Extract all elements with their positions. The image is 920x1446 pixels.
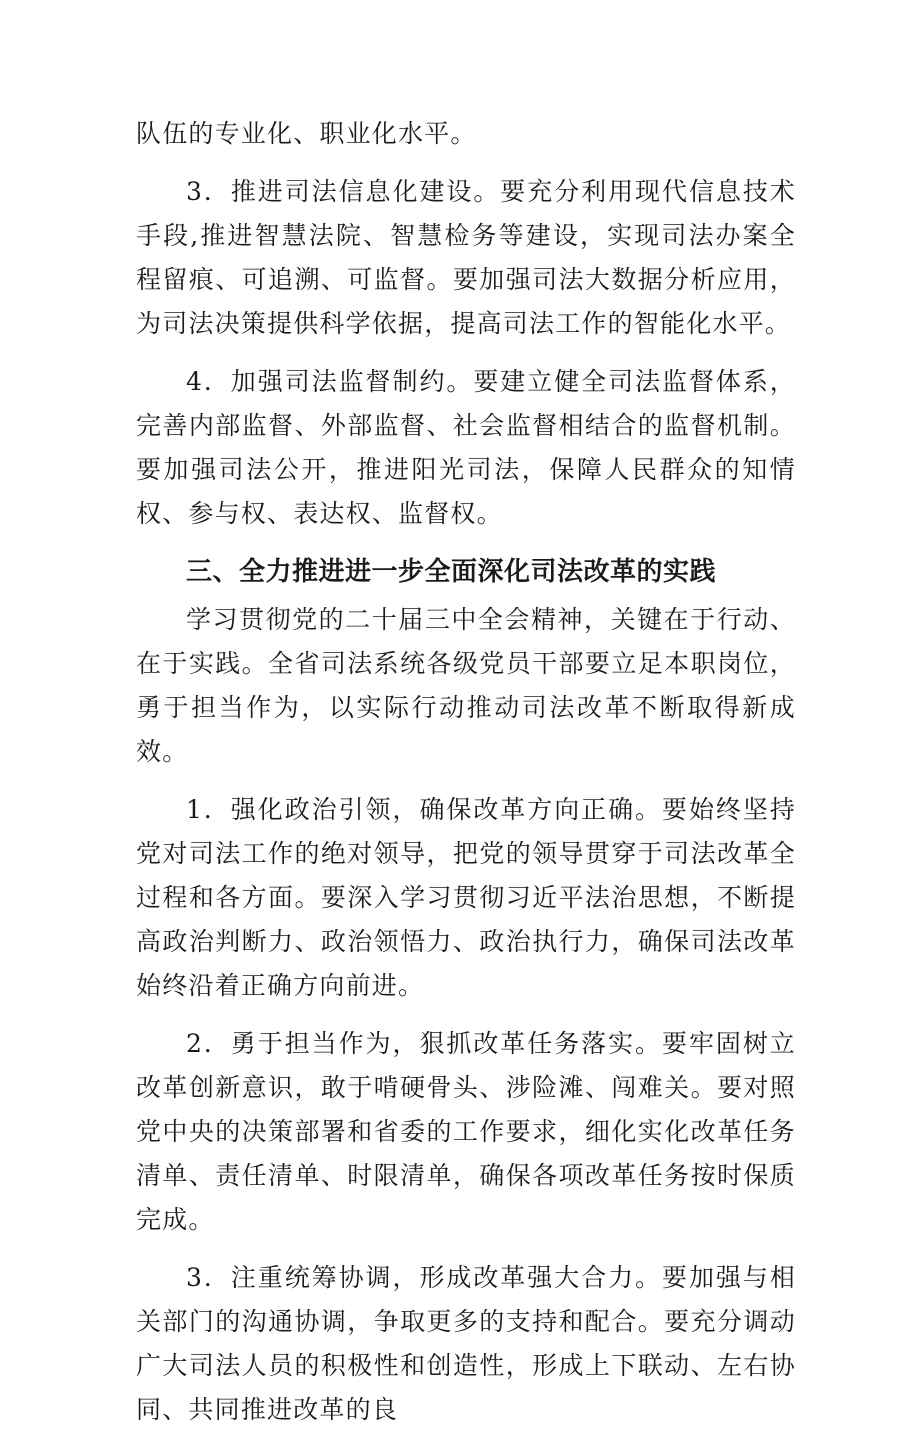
paragraph-section-intro: 学习贯彻党的二十届三中全会精神，关键在于行动、在于实践。全省司法系统各级党员干部要立足本职岗位，勇于担当作为，以实际行动推动司法改革不断取得新成效。	[136, 605, 796, 766]
paragraph-section-item-2: 2．勇于担当作为，狠抓改革任务落实。要牢固树立改革创新意识，敢于啃硬骨头、涉险滩、闯难关。要对照党中央的决策部署和省委的工作要求，细化实化改革任务清单、责任清单、时限清单，确保各项改革任务按时保质完成。	[136, 1029, 796, 1234]
paragraph-continuation: 队伍的专业化、职业化水平。	[136, 119, 477, 148]
paragraph-section-item-1: 1．强化政治引领，确保改革方向正确。要始终坚持党对司法工作的绝对领导，把党的领导贯穿于司法改革全过程和各方面。要深入学习贯彻习近平法治思想，不断提高政治判断力、政治领悟力、政治执行力，确保司法改革始终沿着正确方向前进。	[136, 795, 796, 1000]
paragraph-item-3-informatization: 3．推进司法信息化建设。要充分利用现代信息技术手段,推进智慧法院、智慧检务等建设，实现司法办案全程留痕、可追溯、可监督。要加强司法大数据分析应用，为司法决策提供科学依据，提高司法工作的智能化水平。	[136, 177, 796, 338]
paragraph-section-item-3: 3．注重统筹协调，形成改革强大合力。要加强与相关部门的沟通协调，争取更多的支持和配合。要充分调动广大司法人员的积极性和创造性，形成上下联动、左右协同、共同推进改革的良	[136, 1263, 796, 1424]
paragraph-item-4-supervision: 4．加强司法监督制约。要建立健全司法监督体系，完善内部监督、外部监督、社会监督相结合的监督机制。要加强司法公开，推进阳光司法，保障人民群众的知情权、参与权、表达权、监督权。	[136, 367, 796, 528]
section-heading: 三、全力推进进一步全面深化司法改革的实践	[186, 557, 717, 587]
document-body	[136, 112, 796, 1446]
